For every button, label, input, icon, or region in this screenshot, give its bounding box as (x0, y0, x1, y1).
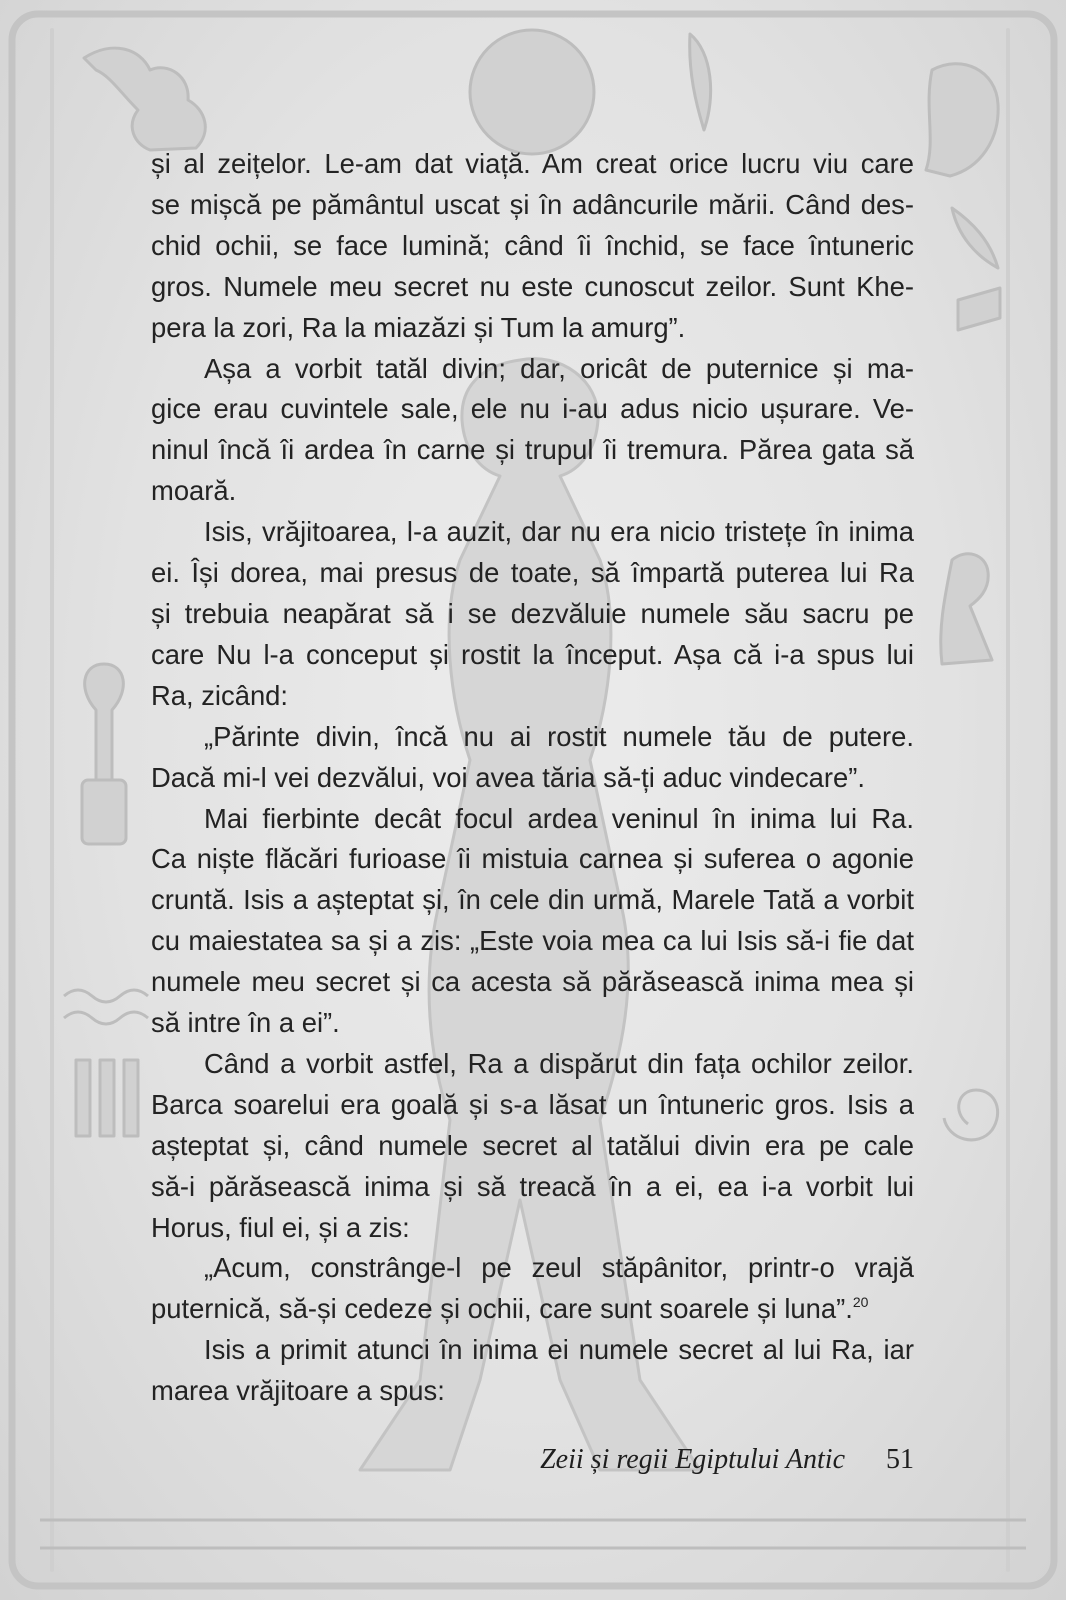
text-line: Ra, zicând: (151, 679, 289, 711)
text-line: chid ochii, se face lumină; când îi închid, se face întuneric (151, 229, 914, 261)
block-hieroglyph (82, 780, 126, 844)
ankh-hieroglyph (85, 664, 124, 780)
text-line: Mai fierbinte decât focul ardea veninul în inima lui Ra. (204, 802, 914, 834)
text-line-content: puternică, să-și cedeze și ochii, care sunt soarele și luna”. (151, 1293, 853, 1325)
text-line: să intre în a ei”. (151, 1007, 340, 1039)
text-line: ninul încă îi ardea în carne și trupul îi tremura. Părea gata să (151, 434, 914, 466)
text-line: Isis, vrăjitoarea, l-a auzit, dar nu era nicio tristețe în inima (204, 516, 914, 548)
text-line: Când a vorbit astfel, Ra a dispărut din fața ochilor zeilor. (204, 1047, 914, 1079)
running-footer (151, 1444, 914, 1484)
text-line: să-i părăsească inima și să treacă în a ei, ea i-a vorbit lui (151, 1170, 914, 1202)
ibis-hieroglyph (84, 48, 205, 150)
feather-hieroglyph (690, 34, 711, 130)
text-line: gice erau cuvintele sale, ele nu i-au adus nicio ușurare. Ve- (151, 393, 914, 425)
text-line: gros. Numele meu secret nu este cunoscut zeilor. Sunt Khe- (151, 270, 914, 302)
text-line: marea vrăjitoare a spus: (151, 1375, 445, 1407)
text-line: și al zeițelor. Le-am dat viață. Am creat orice lucru viu care (151, 148, 914, 179)
body-text (151, 144, 914, 1412)
text-line: moară. (151, 475, 237, 507)
falcon-hieroglyph (926, 64, 998, 176)
text-line: ei. Își dorea, mai presus de toate, să împartă puterea lui Ra (151, 557, 914, 589)
water-hieroglyph (64, 990, 148, 1002)
text-line: Dacă mi-l vei dezvălui, voi avea tăria să-ți aduc vindecare”. (151, 761, 865, 793)
text-line: așteptat și, când numele secret al tatălui divin era pe cale (151, 1129, 914, 1161)
page-number: 51 (886, 1444, 914, 1475)
text-line: Isis a primit atunci în inima ei numele secret al lui Ra, iar (204, 1334, 914, 1366)
text-line: care Nu l-a conceput și rostit la început. Așa că i-a spus lui (151, 638, 914, 670)
text-line: Ca niște flăcări furioase îi mistuia carnea și suferea o agonie (151, 843, 914, 875)
text-line: Așa a vorbit tatăl divin; dar, oricât de puternice și ma- (204, 352, 914, 384)
text-line: se mișcă pe pământul uscat și în adâncurile mării. Când des- (151, 188, 914, 220)
footnote-reference[interactable]: 20 (852, 1294, 869, 1311)
text-line: și trebuia neapărat să i se dezvăluie numele său sacru pe (151, 597, 914, 629)
text-line: pera la zori, Ra la miazăzi și Tum la amurg”. (151, 311, 686, 343)
text-line: „Părinte divin, încă nu ai rostit numele tău de putere. (204, 720, 914, 752)
text-line-with-footnote (151, 1289, 914, 1330)
book-title: Zeii și regii Egiptului Antic (540, 1444, 845, 1475)
text-line: Barca soarelui era goală și s-a lăsat un întuneric gros. Isis a (151, 1088, 914, 1120)
text-line: Horus, fiul ei, și a zis: (151, 1211, 410, 1243)
text-line: „Acum, constrânge-l pe zeul stăpânitor, printr-o vrajă (204, 1252, 914, 1284)
text-line: numele meu secret și ca acesta să părăsească inima mea și (151, 966, 914, 998)
seated-figure-hieroglyph (941, 554, 992, 664)
text-line: cu maiestatea sa și a zis: „Este voia mea ca lui Isis să-i fie dat (151, 925, 914, 957)
text-line: cruntă. Isis a așteptat și, în cele din urmă, Marele Tată a vorbit (151, 884, 914, 916)
spiral-hieroglyph (944, 1090, 998, 1140)
sun-disk (470, 30, 594, 154)
reed-hieroglyph (952, 208, 998, 268)
